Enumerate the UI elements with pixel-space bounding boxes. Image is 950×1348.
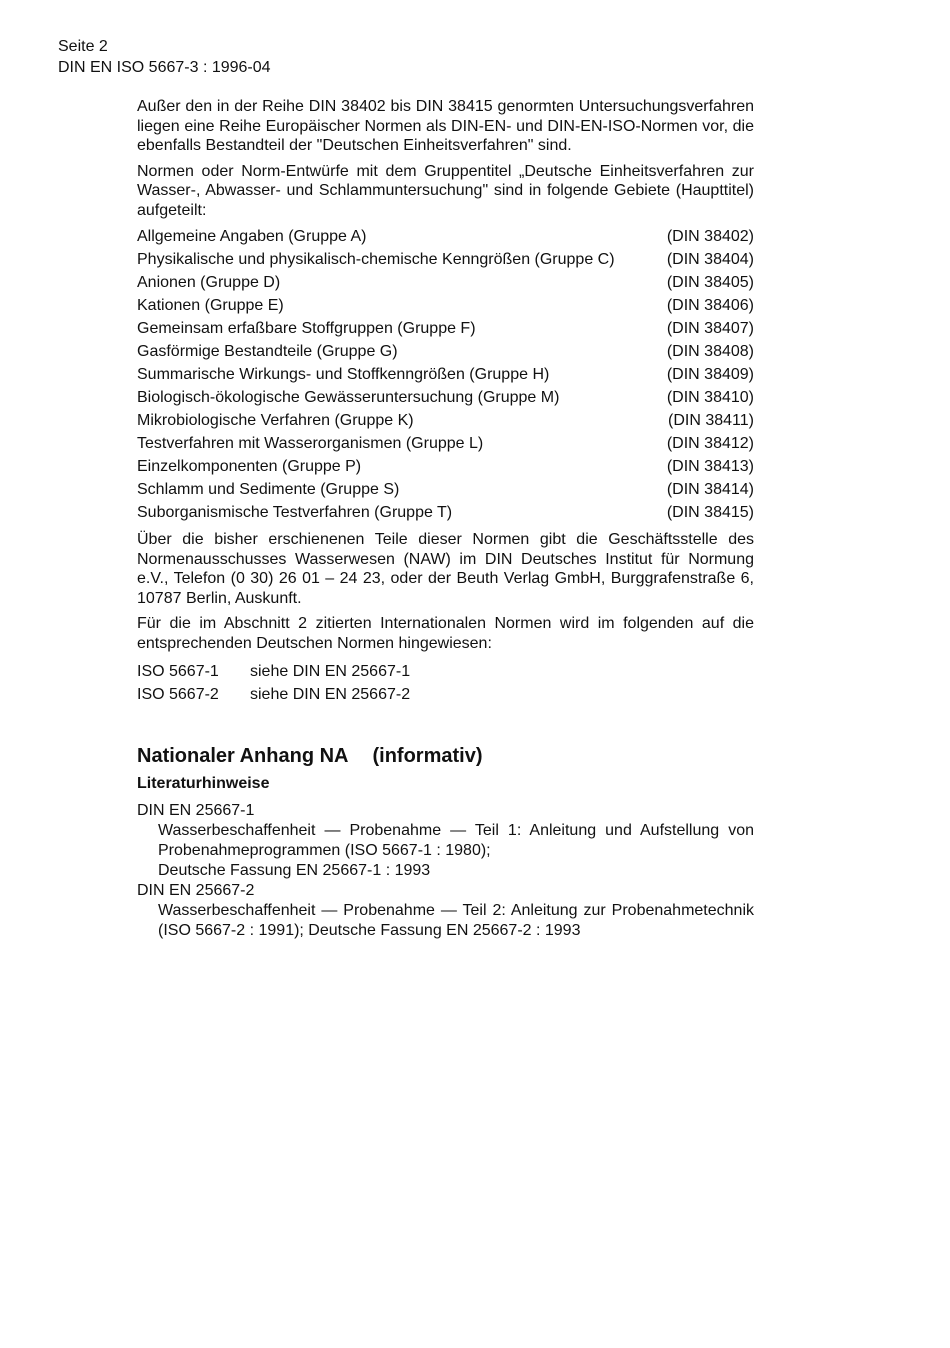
groups-intro-paragraph: Normen oder Norm-Entwürfe mit dem Gruppentitel „Deutsche Einheitsverfahren zur Wasser-, Abwasser- und Schlammuntersuchung" sind in folgende Gebiete (Haupttitel) aufgeteilt: [137,162,754,219]
norm-area-name: Allgemeine Angaben (Gruppe A) [137,228,367,245]
literature-reference [137,881,754,941]
norm-area-row [137,318,754,341]
norm-area-reference: (DIN 38409) [666,366,754,383]
norm-area-row [137,295,754,318]
norm-area-reference: (DIN 38411) [668,412,754,429]
norm-area-name: Schlamm und Sedimente (Gruppe S) [137,481,400,498]
iso-code: ISO 5667-2 [137,686,219,703]
annex-subtitle: (informativ) [372,745,483,767]
norm-area-row [137,341,754,364]
intro-paragraph: Außer den in der Reihe DIN 38402 bis DIN 38415 genormten Untersuchungsverfahren liegen eine Reihe Europäischer Normen als DIN-EN- und DIN-EN-ISO-Normen vor, die ebenfalls Bestandteil der "Deutschen Einheitsverfahren" sind. [137,98,754,154]
norm-area-name: Summarische Wirkungs- und Stoffkenngrößen (Gruppe H) [137,366,550,383]
reference-description-version: Deutsche Fassung EN 25667-1 : 1993 [158,862,431,879]
annex-title: Nationaler Anhang NA [137,745,349,767]
norm-area-row [137,364,754,387]
norm-area-name: Mikrobiologische Verfahren (Gruppe K) [137,412,414,429]
iso-reference-row [137,684,754,707]
norm-area-reference: (DIN 38404) [666,251,754,268]
iso-reference-row [137,661,754,684]
iso-equivalent: siehe DIN EN 25667-2 [250,686,411,703]
norm-area-name: Suborganismische Testverfahren (Gruppe T) [137,504,453,521]
publication-info-paragraph: Über die bisher erschienenen Teile dieser Normen gibt die Geschäftsstelle des Normenausschusses Wasserwesen (NAW) im DIN Deutsches Institut für Normung e.V., Telefon (0 30) 26 01 – 24 23, oder der Beuth Verlag GmbH, Burggrafenstraße 6, 10787 Berlin, Auskunft. [137,531,754,607]
norm-area-list [137,226,754,525]
norm-area-reference: (DIN 38408) [666,343,754,360]
literature-reference [137,801,754,881]
norm-area-name: Gemeinsam erfaßbare Stoffgruppen (Gruppe F) [137,320,476,337]
norm-area-name: Testverfahren mit Wasserorganismen (Gruppe L) [137,435,484,452]
reference-code: DIN EN 25667-2 [137,882,255,899]
norm-area-reference: (DIN 38406) [666,297,754,314]
norm-area-reference: (DIN 38414) [666,481,754,498]
norm-area-row [137,479,754,502]
norm-area-name: Einzelkomponenten (Gruppe P) [137,458,362,475]
norm-area-row [137,226,754,249]
norm-area-row [137,502,754,525]
norm-area-name: Biologisch-ökologische Gewässeruntersuchung (Gruppe M) [137,389,560,406]
norm-area-reference: (DIN 38407) [666,320,754,337]
norm-area-name: Physikalische und physikalisch-chemische Kenngrößen (Gruppe C) [137,251,615,268]
iso-code: ISO 5667-1 [137,663,219,680]
norm-area-row [137,410,754,433]
literature-heading: Literaturhinweise [137,775,270,792]
norm-area-reference: (DIN 38402) [666,228,754,245]
page-header [58,36,271,78]
norm-area-row [137,272,754,295]
norm-area-reference: (DIN 38405) [666,274,754,291]
page-number-label: Seite 2 [58,38,108,55]
norm-area-reference: (DIN 38410) [666,389,754,406]
reference-description: Wasserbeschaffenheit — Probenahme — Teil 2: Anleitung zur Probenahmetechnik (ISO 5667-2 : 1991); Deutsche Fassung EN 25667-2 : 1993 [158,902,754,939]
norm-area-row [137,387,754,410]
reference-description: Wasserbeschaffenheit — Probenahme — Teil 1: Anleitung und Aufstellung von Probenahmeprogrammen (ISO 5667-1 : 1980); [158,822,754,859]
norm-area-row [137,433,754,456]
page-content [137,97,754,941]
norm-area-name: Anionen (Gruppe D) [137,274,281,291]
document-id: DIN EN ISO 5667-3 : 1996-04 [58,59,271,76]
iso-equivalent: siehe DIN EN 25667-1 [250,663,411,680]
norm-area-name: Kationen (Gruppe E) [137,297,284,314]
international-standards-paragraph: Für die im Abschnitt 2 zitierten Internationalen Normen wird im folgenden auf die entsprechenden Deutschen Normen hingewiesen: [137,615,754,652]
iso-reference-list [137,661,754,707]
norm-area-reference: (DIN 38415) [666,504,754,521]
reference-code: DIN EN 25667-1 [137,802,255,819]
national-annex [137,743,754,941]
norm-area-name: Gasförmige Bestandteile (Gruppe G) [137,343,398,360]
norm-area-reference: (DIN 38413) [666,458,754,475]
annex-heading [137,743,754,769]
norm-area-row [137,456,754,479]
norm-area-row [137,249,754,272]
norm-area-reference: (DIN 38412) [666,435,754,452]
